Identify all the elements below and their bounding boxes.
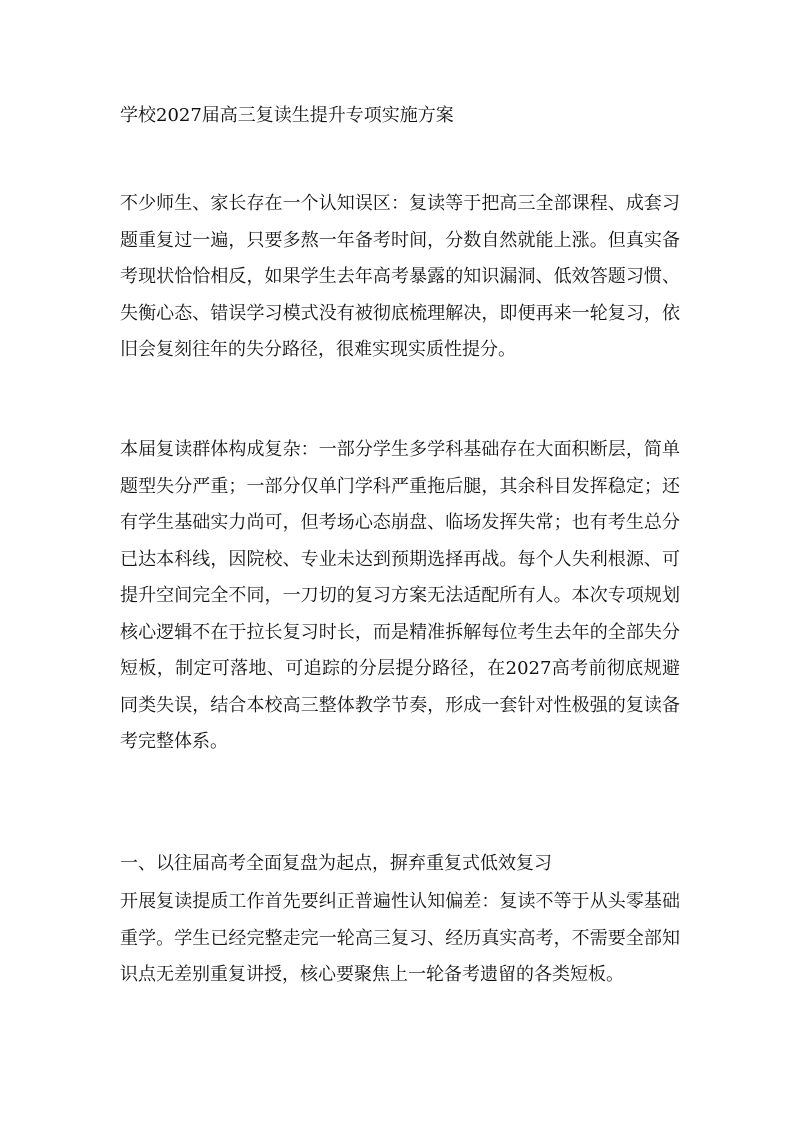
student-group-paragraph: 本届复读群体构成复杂：一部分学生多学科基础存在大面积断层，简单题型失分严重；一部分仅单门学科严重拖后腿，其余科目发挥稳定；还有学生基础实力尚可，但考场心态崩盘、临场发挥失常；也有考生总分已达本科线，因院校、专业未达到预期选择再战。每个人失利根源、可提升空间完全不同，一刀切的复习方案无法适配所有人。本次专项规划核心逻辑不在于拉长复习时长，而是精准拆解每位考生去年的全部失分短板，制定可落地、可追踪的分层提分路径，在2027高考前彻底规避同类失误，结合本校高三整体教学节奏，形成一套针对性极强的复读备考完整体系。 (120, 439, 680, 752)
document-title: 学校2027届高三复读生提升专项实施方案 (120, 105, 454, 126)
section-1-body: 开展复读提质工作首先要纠正普遍性认知偏差：复读不等于从头零基础重学。学生已经完整走完一轮高三复习、经历真实高考，不需要全部知识点无差别重复讲授，核心要聚焦上一轮备考遗留的各类短板。 (120, 891, 680, 985)
intro-paragraph: 不少师生、家长存在一个认知误区：复读等于把高三全部课程、成套习题重复过一遍，只要多熬一年备考时间，分数自然就能上涨。但真实备考现状恰恰相反，如果学生去年高考暴露的知识漏洞、低效答题习惯、失衡心态、错误学习模式没有被彻底梳理解决，即便再来一轮复习，依旧会复刻往年的失分路径，很难实现实质性提分。 (120, 193, 680, 360)
section-1-heading: 一、以往届高考全面复盘为起点，摒弃重复式低效复习 (120, 853, 552, 874)
